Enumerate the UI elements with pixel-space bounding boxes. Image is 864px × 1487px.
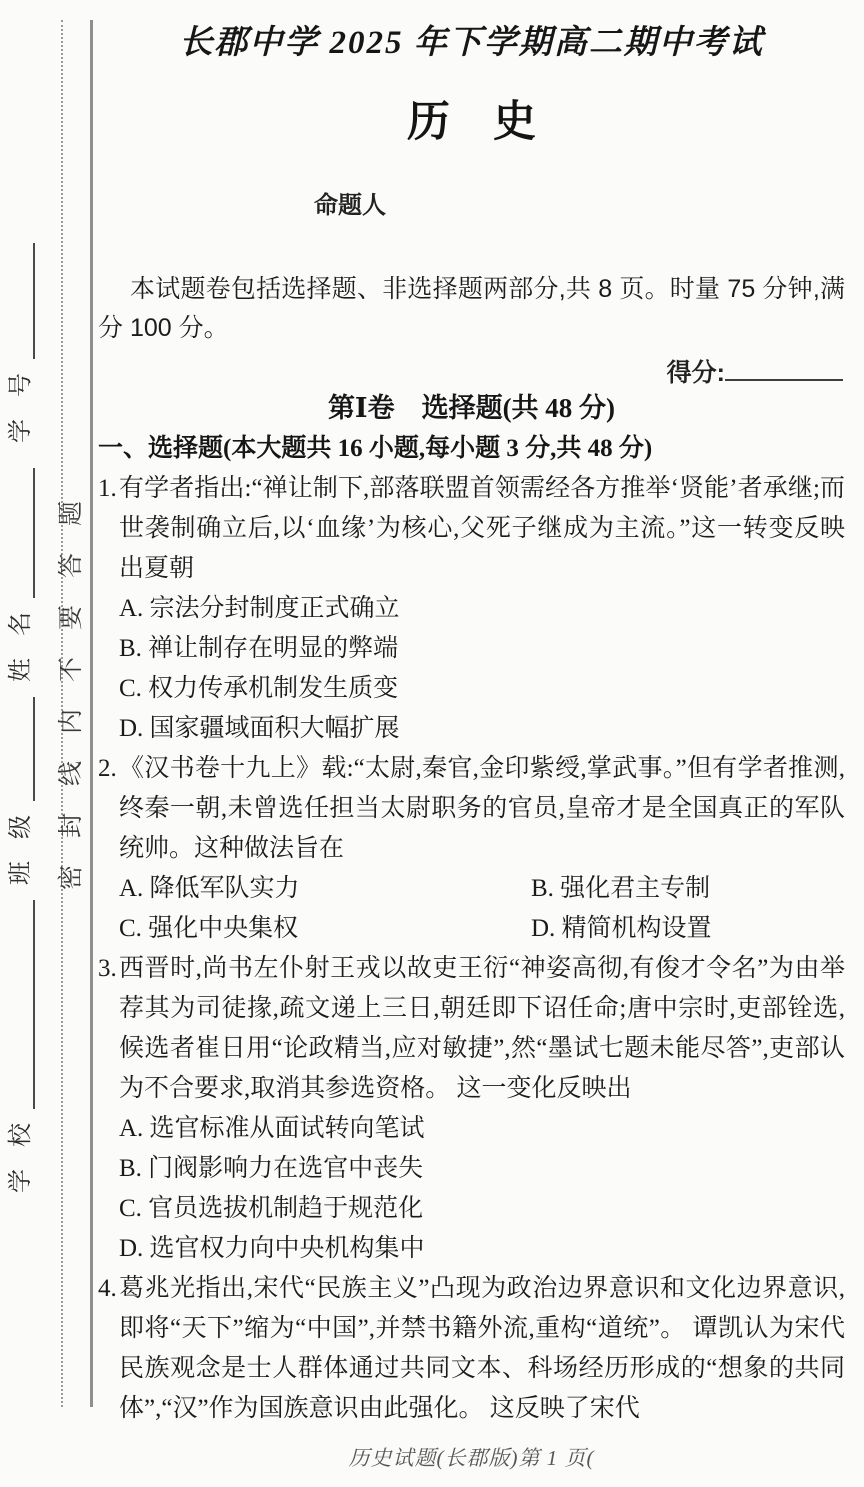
score-blank <box>725 354 843 381</box>
class-label: 班 级 <box>8 807 34 885</box>
student-name-field <box>9 468 35 682</box>
score-label: 得分: <box>666 359 725 387</box>
question-4-stem: 葛兆光指出,宋代“民族主义”凸现为政治边界意识和文化边界意识,即将“天下”缩为“中国”,并禁书籍外流,重构“道统”。 谭凯认为宋代民族观念是士人群体通过共同文本、科场经历形成的“想象的共同体”,“汉”作为国族意识由此强化。 这反映了宋代 <box>119 1275 845 1422</box>
student-id-field <box>9 243 35 443</box>
school-blank <box>11 900 35 1109</box>
question-2-stem: 《汉书卷十九上》载:“太尉,秦官,金印紫绶,掌武事。”但有学者推测,终秦一朝,未曾选任担当太尉职务的官员,皇帝才是全国真正的军队统帅。这种做法旨在 <box>119 755 845 862</box>
question-2-option-d: D. 精简机构设置 <box>531 915 712 942</box>
school-field <box>9 900 35 1193</box>
student-id-label: 学 号 <box>8 365 34 443</box>
question-1-stem: 有学者指出:“禅让制下,部落联盟首领需经各方推举‘贤能’者承继;而世袭制确立后,以‘血缘’为核心,父死子继成为主流。”这一转变反映出夏朝 <box>119 475 845 582</box>
student-name-blank <box>11 468 35 598</box>
question-2-number: 2. <box>98 755 117 782</box>
seal-solid-line <box>90 20 93 1407</box>
question-4 <box>98 1269 845 1429</box>
question-3-options <box>119 1109 845 1269</box>
page-footer: 历史试题(长郡版)第 1 页( <box>348 1446 595 1470</box>
question-1-options <box>119 589 845 749</box>
seal-warning-text: 密封线内不要答题 <box>58 473 85 890</box>
class-blank <box>11 697 35 801</box>
question-3-option-c: C. 官员选拔机制趋于规范化 <box>119 1195 424 1222</box>
question-1 <box>98 469 845 749</box>
question-3-option-d: D. 选官权力向中央机构集中 <box>119 1235 425 1262</box>
question-2 <box>98 749 845 949</box>
student-name-label: 姓 名 <box>8 604 34 682</box>
subject-title: 历 史 <box>407 98 536 146</box>
section-1-title: 第Ⅰ卷 选择题(共 48 分) <box>327 393 616 423</box>
question-setter-label: 命题人 <box>314 192 386 219</box>
question-3-number: 3. <box>98 955 117 982</box>
question-2-option-a: A. 降低军队实力 <box>119 875 300 902</box>
question-4-number: 4. <box>98 1275 117 1302</box>
question-1-option-d: D. 国家疆域面积大幅扩展 <box>119 715 400 742</box>
question-1-option-a: A. 宗法分封制度正式确立 <box>119 595 400 622</box>
school-label: 学 校 <box>8 1115 34 1193</box>
question-2-options <box>119 869 845 949</box>
question-3-option-b: B. 门阀影响力在选官中丧失 <box>119 1155 424 1182</box>
exam-content <box>98 0 845 1429</box>
score-row <box>98 354 843 386</box>
question-2-option-c: C. 强化中央集权 <box>119 915 299 942</box>
question-3 <box>98 949 845 1269</box>
student-id-blank <box>11 243 35 359</box>
question-1-option-b: B. 禅让制存在明显的弊端 <box>119 635 399 662</box>
exam-instructions: 本试题卷包括选择题、非选择题两部分,共 8 页。时量 75 分钟,满分 100 分。 <box>98 275 845 342</box>
question-2-option-b: B. 强化君主专制 <box>531 875 711 902</box>
question-3-option-a: A. 选官标准从面试转向笔试 <box>119 1115 425 1142</box>
question-1-number: 1. <box>98 475 117 502</box>
question-3-stem: 西晋时,尚书左仆射王戎以故吏王衍“神姿高彻,有俊才令名”为由举荐其为司徒掾,疏文递上三日,朝廷即下诏任命;唐中宗时,吏部铨选,候选者崔日用“论政精当,应对敏捷”,然“墨试七题未能尽答”,吏部认为不合要求,取消其参选资格。 这一变化反映出 <box>119 955 845 1102</box>
exam-title: 长郡中学 2025 年下学期高二期中考试 <box>179 25 764 61</box>
multiple-choice-heading: 一、选择题(本大题共 16 小题,每小题 3 分,共 48 分) <box>98 435 653 462</box>
question-1-option-c: C. 权力传承机制发生质变 <box>119 675 399 702</box>
question-list <box>98 469 845 1429</box>
class-field <box>9 697 35 885</box>
